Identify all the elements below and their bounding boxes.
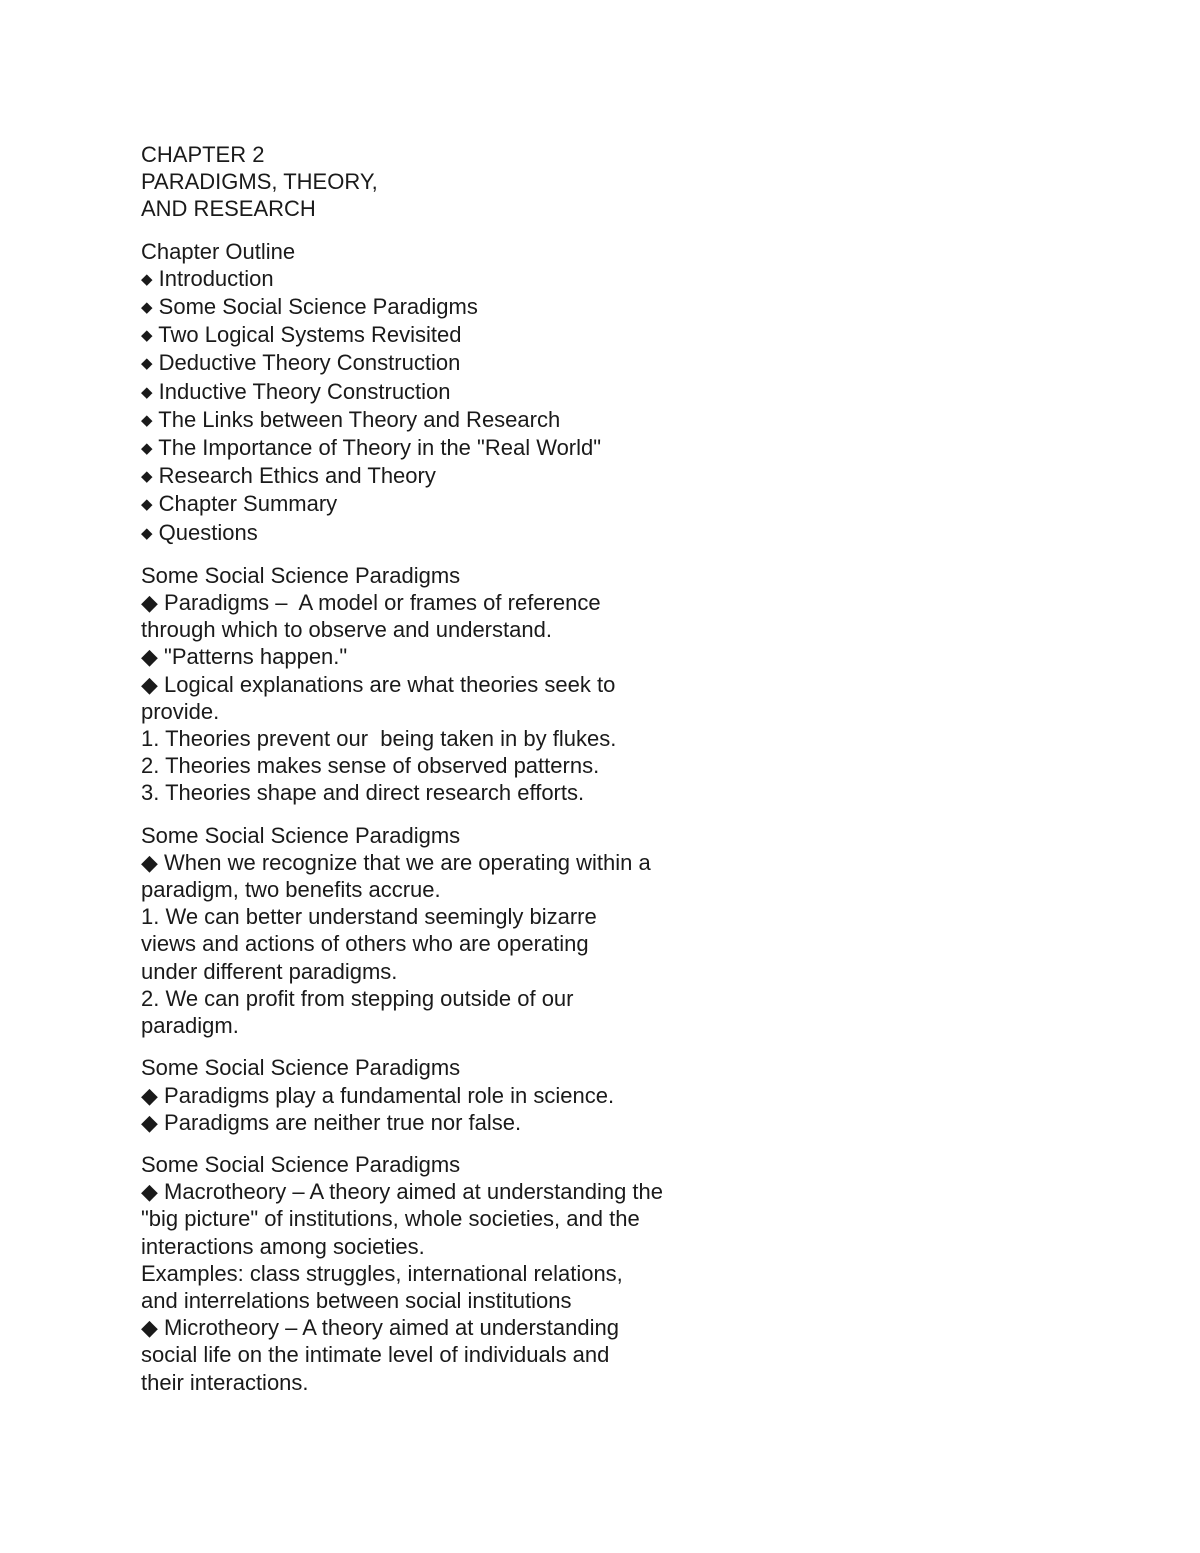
section-paradigms-3	[141, 1054, 761, 1136]
section-title: Some Social Science Paradigms	[141, 822, 461, 848]
text-line: through which to observe and understand.	[141, 617, 552, 643]
outline-item-label: Chapter Summary	[158, 491, 338, 517]
text-line: social life on the intimate level of individuals and	[141, 1342, 610, 1368]
text-line: provide.	[141, 698, 220, 724]
section-title: Some Social Science Paradigms	[141, 1151, 461, 1177]
chapter-outline	[141, 238, 761, 547]
outline-item-label: Research Ethics and Theory	[158, 463, 436, 489]
text-line: ◆ Paradigms play a fundamental role in science.	[141, 1082, 615, 1108]
heading-line: CHAPTER 2	[141, 142, 265, 167]
outline-item	[141, 434, 761, 462]
text-line: ◆ Paradigms are neither true nor false.	[141, 1109, 522, 1135]
text-line: ◆ Logical explanations are what theories seek to	[141, 671, 616, 697]
outline-item	[141, 349, 761, 377]
diamond-bullet-icon: ◆	[141, 383, 153, 401]
section-paradigms-4	[141, 1151, 761, 1396]
text-line: 1. Theories prevent our being taken in by flukes.	[141, 726, 617, 752]
outline-item-label: Deductive Theory Construction	[158, 350, 461, 376]
outline-item-label: Some Social Science Paradigms	[158, 294, 478, 320]
text-line: ◆ Macrotheory – A theory aimed at understanding the	[141, 1179, 664, 1205]
text-line: 2. Theories makes sense of observed patterns.	[141, 753, 600, 779]
text-line: their interactions.	[141, 1369, 309, 1395]
outline-item	[141, 490, 761, 518]
outline-item	[141, 265, 761, 293]
diamond-bullet-icon: ◆	[141, 327, 153, 345]
text-line: interactions among societies.	[141, 1233, 425, 1259]
outline-item	[141, 406, 761, 434]
text-line: 2. We can profit from stepping outside of our	[141, 985, 574, 1011]
section-title: Some Social Science Paradigms	[141, 562, 461, 588]
diamond-bullet-icon: ◆	[141, 411, 153, 429]
outline-item	[141, 378, 761, 406]
diamond-bullet-icon: ◆	[141, 355, 153, 373]
text-line: and interrelations between social institutions	[141, 1287, 572, 1313]
text-line: 3. Theories shape and direct research efforts.	[141, 780, 585, 806]
outline-item	[141, 519, 761, 547]
outline-item-label: Two Logical Systems Revisited	[158, 322, 462, 348]
heading-line: PARADIGMS, THEORY,	[141, 169, 378, 195]
document-page	[141, 141, 761, 1396]
text-line: "big picture" of institutions, whole societies, and the	[141, 1206, 640, 1232]
diamond-bullet-icon: ◆	[141, 468, 153, 486]
outline-item	[141, 462, 761, 490]
outline-item	[141, 293, 761, 321]
section-paradigms-1	[141, 562, 761, 807]
outline-item-label: Inductive Theory Construction	[158, 378, 451, 404]
text-line: ◆ Paradigms – A model or frames of reference	[141, 590, 601, 616]
diamond-bullet-icon: ◆	[141, 299, 153, 317]
outline-item	[141, 321, 761, 349]
diamond-bullet-icon: ◆	[141, 270, 153, 288]
outline-title: Chapter Outline	[141, 238, 296, 264]
text-line: ◆ Microtheory – A theory aimed at understanding	[141, 1315, 619, 1341]
diamond-bullet-icon: ◆	[141, 496, 153, 514]
text-line: under different paradigms.	[141, 958, 398, 984]
text-line: 1. We can better understand seemingly bizarre	[141, 904, 597, 930]
diamond-bullet-icon: ◆	[141, 440, 153, 458]
text-line: Examples: class struggles, international relations,	[141, 1260, 623, 1286]
chapter-heading	[141, 141, 761, 223]
text-line: paradigm.	[141, 1013, 239, 1039]
section-title: Some Social Science Paradigms	[141, 1055, 461, 1081]
outline-item-label: Introduction	[158, 265, 274, 291]
section-paradigms-2	[141, 822, 761, 1040]
text-line: views and actions of others who are operating	[141, 931, 589, 957]
text-line: ◆ When we recognize that we are operating within a	[141, 849, 651, 875]
outline-item-label: The Importance of Theory in the "Real World"	[158, 435, 602, 461]
text-line: paradigm, two benefits accrue.	[141, 877, 441, 903]
text-line: ◆ "Patterns happen."	[141, 644, 348, 670]
heading-line: AND RESEARCH	[141, 196, 316, 222]
diamond-bullet-icon: ◆	[141, 524, 153, 542]
outline-item-label: The Links between Theory and Research	[158, 406, 561, 432]
outline-item-label: Questions	[158, 519, 258, 545]
